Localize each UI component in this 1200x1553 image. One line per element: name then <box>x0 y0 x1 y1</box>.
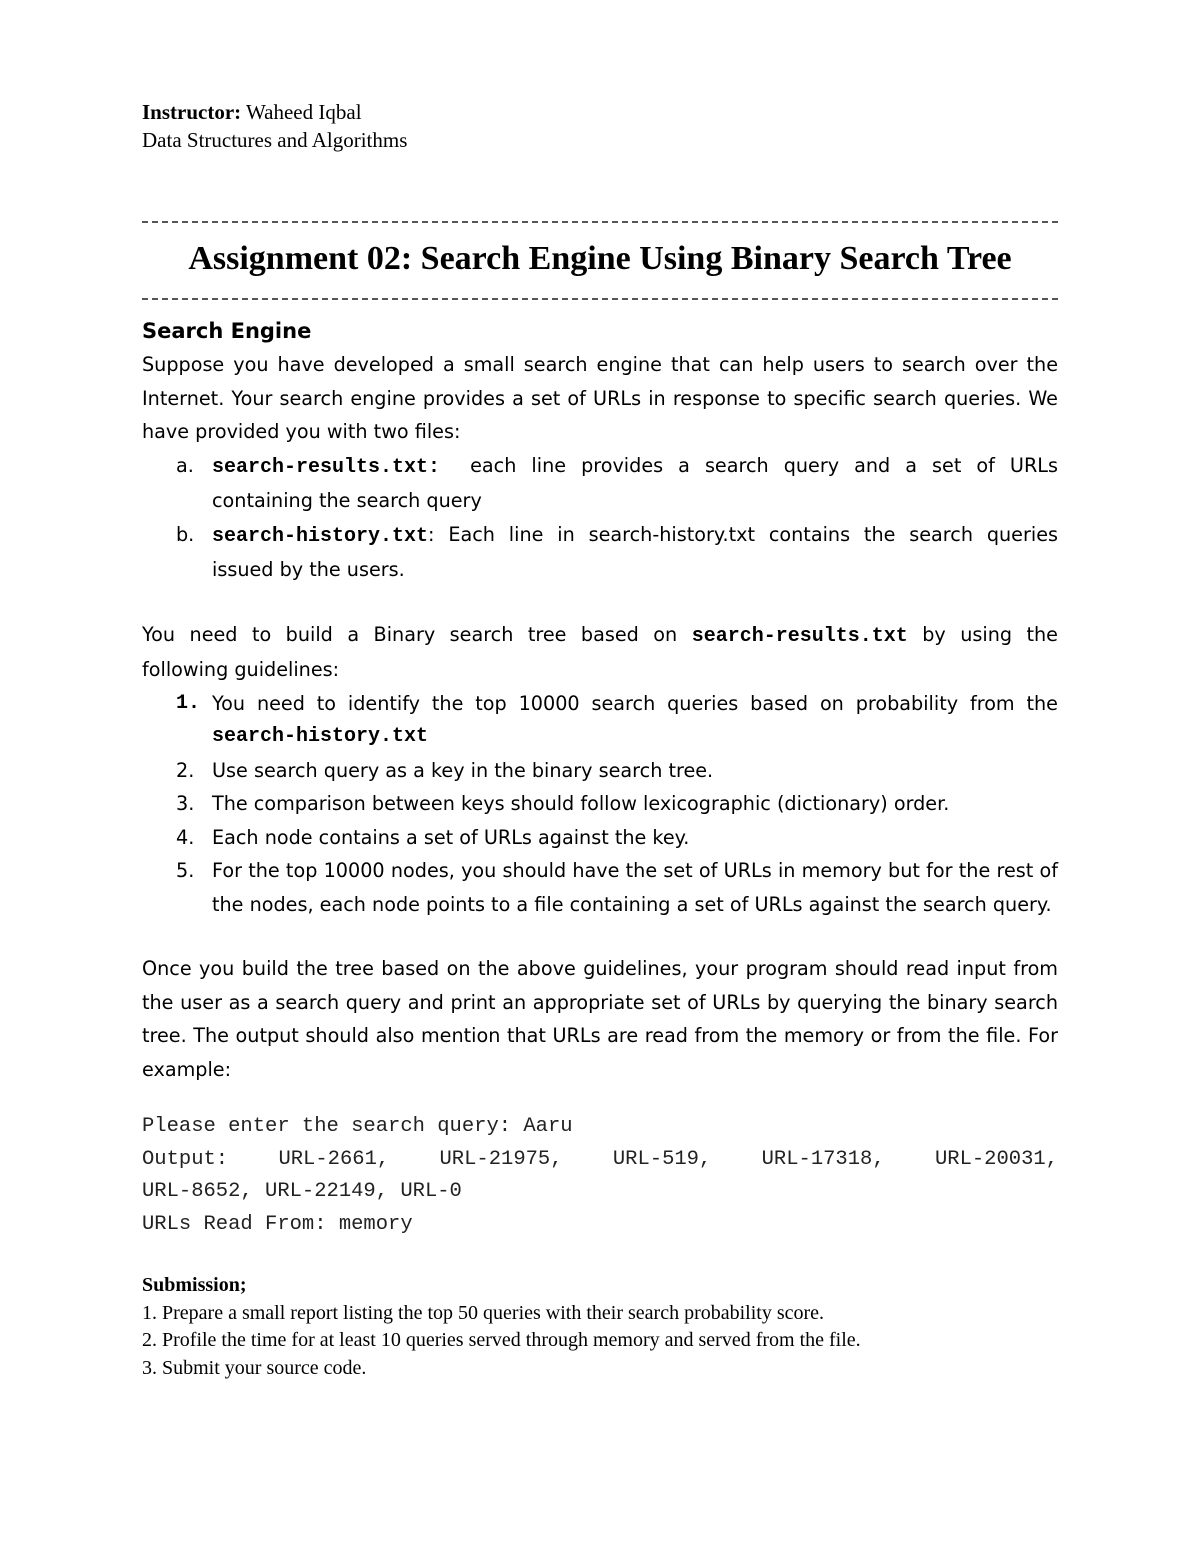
guideline-text: The comparison between keys should follow lexicographic (dictionary) order. <box>212 792 950 815</box>
spacer <box>142 587 1058 618</box>
once-line-4: example: <box>142 1057 232 1081</box>
file-description: each line provides a search query and a set of URLs <box>470 453 1058 477</box>
sample-line-2: Output: URL-2661, URL-21975, URL-519, URL-17318, URL-20031, <box>142 1147 1058 1171</box>
spacer <box>142 921 1058 952</box>
list-marker: 3. <box>176 792 195 815</box>
course-name: Data Structures and Algorithms <box>142 128 408 152</box>
build-line-2: following guidelines: <box>142 658 340 681</box>
guideline-text-2: the nodes, each node points to a file containing a set of URLs against the search query. <box>212 892 1052 916</box>
build-line-1 <box>142 618 1058 654</box>
divider-top <box>142 221 1058 223</box>
sample-line-1: Please enter the search query: Aaru <box>142 1115 573 1138</box>
intro-line-2: Internet. Your search engine provides a set of URLs in response to specific search queries. We <box>142 386 1058 410</box>
guideline-item-3 <box>142 787 1058 821</box>
list-marker: 1. <box>176 691 201 715</box>
once-line-1: Once you build the tree based on the above guidelines, your program should read input from <box>142 957 1058 980</box>
list-marker: 4. <box>176 825 195 849</box>
build-text: You need to build a Binary search tree based on <box>142 622 678 646</box>
guideline-item-5 <box>142 854 1058 921</box>
file-item-line <box>212 449 1058 485</box>
submission-section <box>142 1272 861 1382</box>
guideline-text: You need to identify the top 10000 search queries based on probability from the <box>212 691 1058 715</box>
build-text-end: by using the <box>922 622 1058 646</box>
submission-item-1: 1. Prepare a small report listing the top 50 queries with their search probability score. <box>142 1301 825 1324</box>
document-title: Assignment 02: Search Engine Using Binary Search Tree <box>188 240 1012 277</box>
submission-item-3: 3. Submit your source code. <box>142 1356 367 1379</box>
list-marker: a. <box>176 453 194 477</box>
file-description: : Each line in search-history.txt contains the search queries <box>428 522 1058 546</box>
document-body <box>142 314 1058 1086</box>
guideline-item-2 <box>142 754 1058 788</box>
file-item-a <box>142 449 1058 518</box>
guideline-text: For the top 10000 nodes, you should have the set of URLs in memory but for the rest of <box>212 859 1058 882</box>
file-item-line-2: issued by the users. <box>212 558 405 581</box>
file-item-line-2: containing the search query <box>212 489 482 512</box>
guideline-item-1 <box>142 687 1058 754</box>
file-item-b <box>142 518 1058 587</box>
once-line-3: tree. The output should also mention that URLs are read from the memory or from the file. For <box>142 1024 1058 1047</box>
header <box>142 98 407 154</box>
file-item-line <box>212 518 1058 554</box>
guideline-text: Each node contains a set of URLs against the key. <box>212 825 690 849</box>
sample-line-3: URL-8652, URL-22149, URL-0 <box>142 1180 462 1203</box>
list-marker: 2. <box>176 758 195 782</box>
sample-line-4: URLs Read From: memory <box>142 1212 413 1236</box>
intro-line-1: Suppose you have developed a small search engine that can help users to search over the <box>142 353 1058 376</box>
filename: search-history.txt <box>212 524 429 548</box>
instructor-name: Waheed Iqbal <box>246 100 362 124</box>
instructor-line <box>142 98 407 126</box>
guideline-code: search-history.txt <box>212 725 429 748</box>
instructor-label: Instructor: <box>142 100 242 124</box>
list-marker: 5. <box>176 859 195 882</box>
sample-output <box>142 1111 1058 1241</box>
filename: search-results.txt: <box>212 455 441 479</box>
divider-bottom <box>142 298 1058 300</box>
list-marker: b. <box>176 522 195 546</box>
section-heading: Search Engine <box>142 319 312 343</box>
build-filename: search-results.txt <box>691 624 908 648</box>
submission-heading: Submission; <box>142 1274 247 1296</box>
submission-item-2: 2. Profile the time for at least 10 queries served through memory and served from the file. <box>142 1329 861 1351</box>
guideline-item-4 <box>142 821 1058 855</box>
guideline-text: Use search query as a key in the binary search tree. <box>212 758 714 782</box>
intro-line-3: have provided you with two files: <box>142 420 461 443</box>
once-line-2: the user as a search query and print an appropriate set of URLs by querying the binary search <box>142 990 1058 1014</box>
